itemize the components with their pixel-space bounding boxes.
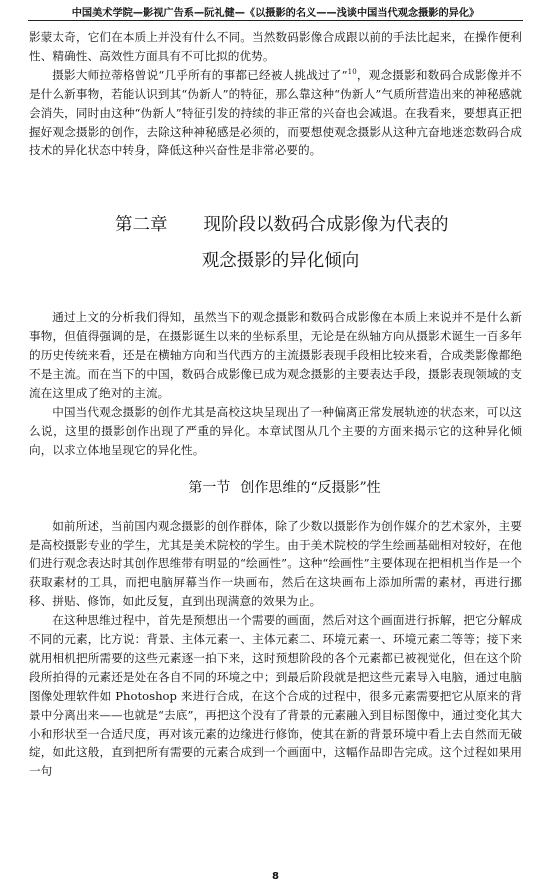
section-heading	[29, 478, 522, 498]
paragraph-continuation: 影蒙太奇，它们在本质上并没有什么不同。当然数码影像合成跟以前的手法比起来，在操作便利性、精确性、高效性方面具有不可比拟的优势。	[29, 30, 522, 63]
chapter-number: 第二章	[115, 215, 168, 236]
paragraph-text: 摄影大师拉蒂格曾说“几乎所有的事都已经被人挑战过了”	[52, 67, 348, 82]
header-divider	[28, 20, 523, 21]
paragraph: 在这种思维过程中，首先是预想出一个需要的画面，然后对这个画面进行拆解，把它分解成不同的元素，比方说：背景、主体元素一、主体元素二、环境元素一、环境元素二等等；接下来就用相机把所需要的这些元素逐一拍下来，这时预想阶段的各个元素都已被视觉化，但在这个阶段所拍得的元素还是处在各自不同的环境之中；到最后阶段就是把这些元素导入电脑，通过电脑图像处理软件如 Photoshop 来进行合成，在这个合成的过程中，很多元素需要把它从原来的背景中分离出来——也就是“去底”，再把这个没有了背景的元素融入到目标图像中，通过变化其大小和形状至一合适尺度，再对该元素的边缘进行修饰，使其在新的背景环境中看上去自然而无破绽，如此这般，直到把所有需要的元素合成到一个画面中，这幅作品即告完成。这个过程如果用一句	[29, 613, 522, 779]
paragraph-lartigue-quote	[29, 66, 522, 161]
page-number: 8	[272, 871, 279, 882]
paragraph: 通过上文的分析我们得知，虽然当下的观念摄影和数码合成影像在本质上来说并不是什么新事物，但值得强调的是，在摄影诞生以来的坐标系里，无论是在纵轴方向从摄影术诞生一百多年的历史传统来看，还是在横轴方向和当代西方的主流摄影表现手段相比较来看，合成类影像都绝不是主流。而在当下的中国，数码合成影像已成为观念摄影的主要表达手段，摄影表现领域的支流在这里成了绝对的主流。	[29, 310, 522, 400]
section-title: 创作思维的“反摄影”性	[240, 479, 381, 496]
paragraph-text: ，观念摄影和数码合成影像并不是什么新事物，若能认识到其“伪新人”的特征，那么靠这种“伪新人”气质所营造出来的神秘感就会消失，同时由这种“伪新人”特征引发的持续的非正常的兴奋也会减退。在我看来，要想真正把握好观念摄影的创作，去除这种神秘感是必须的，而要想使观念摄影从这种亢奋地迷恋数码合成技术的异化状态中转身，降低这种兴奋性是非常必要的。	[29, 67, 522, 158]
running-header: 中国美术学院—影视广告系—阮礼健—《以摄影的名义——浅谈中国当代观念摄影的异化》	[71, 8, 480, 19]
section-number: 第一节	[188, 479, 231, 496]
chapter-title-line2: 观念摄影的异化倾向	[201, 251, 360, 272]
footnote-marker: 10	[347, 67, 357, 76]
page-body	[29, 28, 522, 781]
paragraph: 中国当代观念摄影的创作尤其是高校这块呈现出了一种偏离正常发展轨迹的状态来，可以这么说，这里的摄影创作出现了严重的异化。本章试图从几个主要的方面来揭示它的这种异化倾向，以求立体地呈现它的异化性。	[29, 404, 522, 457]
chapter-title-line1: 现阶段以数码合成影像为代表的	[203, 215, 449, 236]
paragraph: 如前所述，当前国内观念摄影的创作群体，除了少数以摄影作为创作媒介的艺术家外，主要是高校摄影专业的学生，尤其是美术院校的学生。由于美术院校的学生绘画基础相对较好，在他们进行观念表达时其创作思维带有明显的“绘画性”。这种“绘画性”主要体现在把相机当作是一个获取素材的工具，而把电脑屏幕当作一块画布，然后在这块画布上添加所需的素材，再进行挪移、拼贴、修饰，如此反复，直到出现满意的效果为止。	[29, 518, 522, 609]
chapter-heading	[29, 213, 522, 237]
